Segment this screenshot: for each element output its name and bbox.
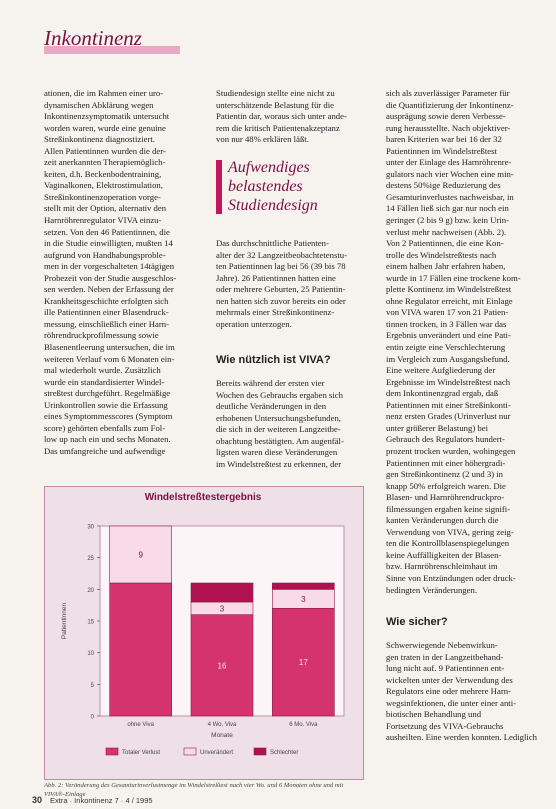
text-column-2-bottom — [216, 378, 372, 470]
y-tick-label: 10 — [87, 651, 94, 658]
subheading-nutzen: Wie nützlich ist VIVA? — [216, 354, 331, 366]
text-line: sich als zuverlässiger Parameter für — [386, 88, 510, 98]
text-line: wurde ein standardisierter Windel- — [44, 376, 165, 387]
text-column-3-bottom — [386, 640, 538, 744]
text-line: plette Kontinenz im Windelstreßtest — [386, 284, 512, 295]
text-line: alter der 32 Langzeitbeobachtetenstu- — [216, 249, 347, 260]
legend-label: Unverändert — [200, 750, 234, 756]
text-line: messung, einschließlich einer Harn- — [44, 318, 169, 329]
text-line: bedingten Veränderungen. — [386, 584, 478, 595]
text-line: erhobenen Untersuchungsbefunden, — [216, 412, 341, 423]
bar-value-label: 17 — [298, 658, 308, 668]
legend-swatch — [106, 748, 118, 755]
text-line: nen hatten sich zuvor bereits ein oder — [216, 295, 346, 306]
text-line: biotischen Behandlung und — [386, 709, 482, 720]
text-line: setzen. Von den 46 Patientinnen, die — [44, 226, 170, 237]
y-tick-label: 25 — [87, 556, 94, 563]
text-line: low up nach ein und sechs Monaten. — [44, 434, 171, 445]
text-line: Bereits während der ersten vier — [216, 378, 325, 388]
chart-title: Windelstreßtestergebnis — [144, 492, 262, 503]
text-line: worden waren, wurde eine genuine — [44, 122, 166, 133]
text-line: Wochen des Gebrauchs ergaben sich — [216, 389, 343, 400]
text-line: dynamischen Abklärung wegen — [44, 99, 154, 110]
text-line: kanten Veränderungen durch die — [386, 515, 499, 526]
y-tick-label: 20 — [87, 587, 94, 594]
text-line: Blasenentleerung untersuchen, die im — [44, 342, 175, 353]
page-footer — [32, 795, 153, 805]
text-line: weiteren Verlauf vom 6 Monaten ein- — [44, 353, 175, 364]
text-line: Regulators eine oder mehrere Harn- — [386, 686, 511, 697]
text-line: von nur 48% erklären läßt. — [216, 134, 309, 145]
legend-label: Schlechter — [270, 750, 299, 756]
x-category-label: ohne Viva — [127, 722, 154, 728]
text-line: gulators nach vier Wochen eine min- — [386, 168, 514, 179]
text-line: Ergebnisse im Windelstreßtest nach — [386, 376, 511, 387]
text-line: Allen Patientinnen wurden die der- — [44, 145, 166, 156]
text-line: lung nicht auf. 9 Patientinnen ent- — [386, 663, 505, 674]
y-tick-label: 5 — [90, 682, 94, 689]
text-line: mal wiederholt wurde. Zusätzlich — [44, 365, 161, 376]
text-line: sen werden. Neben der Erfassung der — [44, 284, 174, 295]
text-line: röhrendruckprofilmessung sowie — [44, 330, 159, 341]
text-line: Eine weitere Aufgliederung der — [386, 365, 496, 376]
text-line: rung herausstellte. Nach objektiver- — [386, 122, 511, 133]
text-line: operation unterzogen. — [216, 318, 292, 329]
x-axis-label: Monate — [211, 732, 233, 739]
text-line: stellt mit der Option, alternativ den — [44, 203, 167, 214]
text-line: geringer (2 bis 9 g) bzw. kein Urin- — [386, 215, 509, 226]
text-line: Vaginalkonen, Elektrostimulation, — [44, 180, 163, 191]
y-tick-label: 30 — [87, 524, 94, 531]
text-line: die Quantifizierung der Inkontinenz- — [386, 99, 514, 110]
text-column-3-top — [386, 88, 538, 596]
text-line: Streßinkontinenz diagnostiziert. — [44, 134, 155, 145]
legend-swatch — [254, 748, 266, 755]
text-line: Jahre). 26 Patientinnen hatten eine — [216, 272, 336, 283]
text-line: ille Patientinnen einer Blasendruck- — [44, 307, 169, 318]
bar-segment — [191, 583, 253, 602]
text-line: unter größerer Belastung) bei — [386, 422, 489, 433]
bar-value-label: 3 — [301, 594, 306, 604]
bar-value-label: 9 — [138, 550, 143, 560]
text-line: von VIVA waren 17 von 21 Patien- — [386, 307, 509, 318]
text-line: knapp 50% erfolgreich waren. Die — [386, 480, 506, 491]
legend-label: Totaler Verlust — [122, 750, 161, 756]
text-line: men in der vorgeschalteten 14tägigen — [44, 261, 175, 272]
bar-value-label: 3 — [219, 604, 225, 614]
text-line: keiten, d.h. Beckenbodentraining, — [44, 168, 162, 179]
text-line: Patientinnen mit einer Streßinkonti- — [386, 399, 511, 410]
y-tick-label: 15 — [87, 619, 94, 626]
bar-segment — [272, 583, 334, 589]
text-line: tinnen trocken, in 3 Fällen war das — [386, 318, 507, 329]
text-line: die sich in der weiteren Langzeitbe- — [216, 424, 341, 435]
text-column-1 — [44, 88, 204, 458]
text-line: prozent trocken wurden, wohingegen — [386, 445, 516, 456]
text-line: gen traten in der Langzeitbehand- — [386, 651, 504, 662]
text-line: Krankheitsgeschichte erfolgten sich — [44, 295, 169, 306]
text-line: Ergebnis unverändert und eine Pati- — [386, 330, 511, 341]
text-line: deutliche Veränderungen in den — [216, 401, 327, 412]
figure-caption: Abb. 2: Veränderung des Gesamturinverlustmenge im Windelstreßtest nach vier Wo. und 6 Monaten ohne und mit VIVA®-Einlage — [44, 782, 344, 798]
text-line: Verwendung von VIVA, gering zeig- — [386, 526, 514, 537]
text-line: Fortsetzung des VIVA-Gebrauchs — [386, 720, 504, 731]
text-line: im Windelstreßtest zu erkennen, der — [216, 458, 342, 469]
text-line: ten Patientinnen lag bei 56 (39 bis 78 — [216, 261, 346, 272]
text-line: in die Studie einwilligten, mußten 14 — [44, 238, 173, 249]
text-line: score) gehörten ebenfalls zum Fol- — [44, 422, 166, 433]
text-line: wegsinfektionen, die unter einer anti- — [386, 697, 517, 708]
text-line: aufgrund von Handhabungsproble- — [44, 249, 166, 260]
text-line: ten die Kontrollblasenspiegelungen — [386, 538, 510, 549]
text-column-2-top — [216, 88, 372, 146]
text-line: obachtung bestätigten. Am augenfäl- — [216, 435, 344, 446]
y-axis-label: Patientinnen — [61, 602, 68, 640]
text-line: Von 2 Patientinnen, die eine Kon- — [386, 238, 504, 249]
text-line: unter der Einlage des Harnröhrenre- — [386, 157, 512, 168]
text-line: filmessungen ergaben keine signifi- — [386, 503, 511, 514]
page-title: Inkontinenz — [44, 26, 142, 50]
headline-bar — [216, 160, 222, 214]
y-tick-label: 0 — [90, 714, 94, 721]
text-line: oder mehrere Geburten, 25 Patientin- — [216, 284, 346, 295]
text-column-2-middle — [216, 238, 372, 330]
text-line: Studiendesign stellte eine nicht zu — [216, 88, 335, 98]
footer-text: Extra · Inkontinenz 7 · 4 / 1995 — [50, 796, 153, 805]
text-line: Patientin dar, woraus sich unter ande- — [216, 111, 347, 122]
text-line: Schwerwiegende Nebenwirkun- — [386, 640, 498, 650]
text-line: zeit anerkannten Therapiemöglich- — [44, 157, 166, 168]
bar-chart — [44, 486, 362, 778]
text-line: ausprägung sowie deren Verbesse- — [386, 111, 506, 122]
text-line: im Vergleich zum Ausgangsbefund. — [386, 353, 510, 364]
text-line: dem Inkontinenzgrad ergab, daß — [386, 388, 499, 399]
text-line: wickelten unter der Verwendung des — [386, 674, 513, 685]
text-line: Gesamturinverlustes nachweisbar, in — [386, 191, 514, 202]
text-line: rem die kritisch Patientenakzeptanz — [216, 122, 340, 133]
text-line: eines Symptommesscores (Symptom — [44, 411, 173, 422]
text-line: Sinne von Entzündungen oder druck- — [386, 572, 516, 583]
x-category-label: 6 Mo. Viva — [289, 722, 318, 728]
text-line: gen Streßinkontinenz (2 und 3) in — [386, 469, 504, 480]
text-line: Das durchschnittliche Patienten- — [216, 238, 329, 248]
text-line: wurde in 17 Fällen eine trockene kom- — [386, 272, 521, 283]
section-headline-text: Aufwendiges belastendes Studiendesign — [228, 159, 318, 214]
legend-swatch — [184, 748, 196, 755]
text-line: verlust mehr nachweisen (Abb. 2). — [386, 226, 507, 237]
page-number: 30 — [32, 795, 43, 805]
text-line: ligsten waren diese Veränderungen — [216, 447, 338, 458]
text-line: entin zeigte eine Verschlechterung — [386, 342, 506, 353]
text-line: Gebrauch des Regulators hundert- — [386, 434, 505, 445]
text-line: mehrmals einer Streßinkontinenz- — [216, 307, 335, 318]
text-line: keine Auffälligkeiten der Blasen- — [386, 549, 502, 560]
subheading-sicherheit: Wie sicher? — [386, 616, 448, 628]
text-line: streßtest durchgeführt. Regelmäßige — [44, 388, 171, 399]
text-line: Patientinnen im Windelstreßtest — [386, 145, 497, 156]
text-line: Probezeit von der Studie ausgeschlos- — [44, 272, 177, 283]
text-line: trolle des Windelstreßtests nach — [386, 249, 497, 260]
text-line: Streßinkontinenzoperation vorge- — [44, 191, 161, 202]
text-line: nenz ersten Grades (Urinverlust nur — [386, 411, 511, 422]
section-headline — [228, 158, 368, 215]
bar-segment — [110, 583, 172, 716]
x-category-label: 4 Wo. Viva — [207, 722, 237, 728]
text-line: Das umfangreiche und aufwendige — [44, 445, 166, 456]
bar-value-label: 16 — [217, 661, 227, 671]
text-line: ohne Regulator erreicht, mit Einlage — [386, 295, 513, 306]
text-line: Inkontinenzsymptomatik untersucht — [44, 111, 170, 122]
text-line: Urinkontrollen sowie die Erfassung — [44, 399, 168, 410]
text-line: Patientinnen mit einer höhergradi- — [386, 457, 506, 468]
text-line: ationen, die im Rahmen einer uro- — [44, 88, 164, 98]
text-line: Harnröhrenregulator VIVA einzu- — [44, 215, 162, 226]
text-line: einem halben Jahr erfahren haben, — [386, 261, 506, 272]
text-line: Blasen- und Harnröhrendruckpro- — [386, 492, 505, 503]
text-line: baren Kriterien war bei 16 der 32 — [386, 134, 502, 145]
text-line: 14 Fällen ließ sich gar nur noch ein — [386, 203, 509, 214]
text-line: bzw. Harnröhrenschleimhaut im — [386, 561, 498, 572]
text-line: destens 50%ige Reduzierung des — [386, 180, 501, 191]
text-line: unterschätzende Belastung für die — [216, 99, 334, 110]
text-line: ausheilten. Eine werden konnten. Lediglich — [386, 732, 538, 743]
